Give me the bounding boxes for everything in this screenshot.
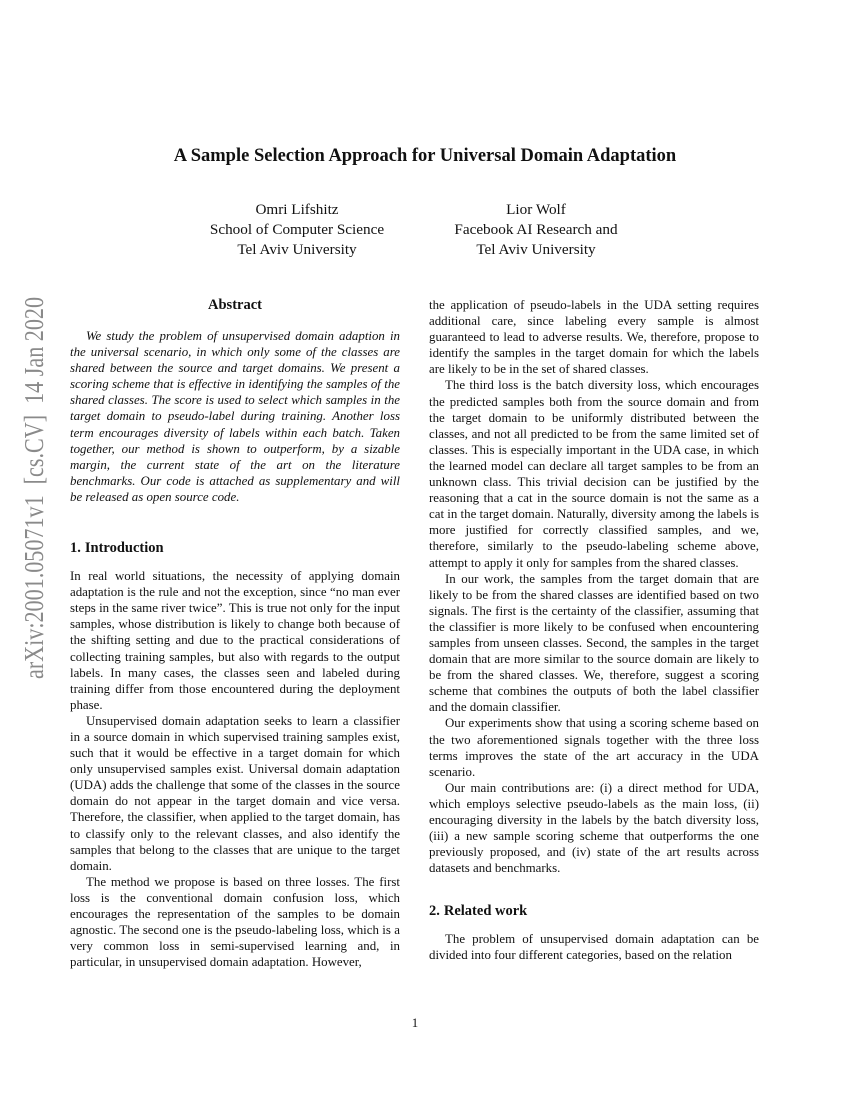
author-block-1: [187, 200, 407, 259]
section-title: Related work: [443, 903, 528, 920]
abstract-text: We study the problem of unsupervised domain adaption in the universal scenario, in which only some of the classes are shared between the source and target domains. We present a scoring scheme that is effective in identifying the samples of the shared classes. The score is used to select which samples in the target domain to pseudo-label during training. Another loss term encourages diversity of labels within each batch. Taken together, our method is shown to outperform, by a sizable margin, the current state of the art on the literature benchmarks. Our code is attached as supplementary and will be released as open source code.: [70, 329, 400, 504]
section-title: Introduction: [84, 540, 164, 557]
section-heading-introduction: [70, 539, 400, 557]
page-number: 1: [411, 1016, 419, 1030]
author-name: Omri Lifshitz: [255, 201, 339, 218]
arxiv-identifier-stamp: [10, 296, 56, 680]
intro-paragraph: Unsupervised domain adaptation seeks to learn a classifier in a source domain in which supervised training samples exist, such that it would be effective in a target domain for which only unsupervised samples exist. Universal domain adaptation (UDA) adds the challenge that some of the classes in the source domain do not appear in the target domain and vice versa. Therefore, the classifier, when applied to the target domain, has to classify only to the relevant classes, and also identify the samples that belong to the classes that are unique to the target domain.: [70, 713, 400, 873]
section-number: 2.: [429, 903, 440, 920]
left-column: [70, 296, 400, 970]
author-affiliation: Tel Aviv University: [237, 240, 357, 258]
body-paragraph: the application of pseudo-labels in the UDA setting requires additional care, since labeling every sample is almost guaranteed to lead to adverse results. We, therefore, propose to identify the samples in the target domain for which the labels are likely to be in the set of shared classes.: [429, 298, 759, 377]
intro-paragraph: The method we propose is based on three losses. The first loss is the conventional domain confusion loss, which encourages the representation of the samples to be domain agnostic. The second one is the pseudo-labeling loss, which is a very common loss in semi-supervised learning and, in particular, in unsupervised domain adaptation. However,: [70, 874, 400, 970]
section-number: 1.: [70, 540, 81, 557]
abstract-heading: Abstract: [208, 297, 262, 313]
section-heading-related-work: [429, 902, 759, 920]
body-paragraph: Our experiments show that using a scoring scheme based on the two aforementioned signals together with the three loss terms improves the state of the art accuracy in the UDA scenario.: [429, 716, 759, 779]
body-paragraph: The third loss is the batch diversity loss, which encourages the predicted samples both from the source domain and from the target domain to be uniformly distributed between the classes, and not all predicted to be from the same limited set of classes. This is especially important in the UDA case, in which the learned model can declare all target samples to be from an unknown class. This trivial decision can be justified by the reasoning that a cat in the source domain is not the same as a cat in the target domain. Naturally, diversity among the labels is more justified for correctly classified samples, and we, therefore, similarly to the pseudo-labeling scheme above, attempt to apply it only for samples from the shared classes.: [429, 378, 759, 570]
intro-paragraph: In real world situations, the necessity of applying domain adaptation is the rule and not the exception, since “no man ever steps in the same river twice”. This is true not only for the input samples, whose distribution is likely to change both because of the shifting setting and due to the practical considerations of collecting training samples, but also with regards to the output labels. In many cases, the classes seen and labeled during training differ from those encountered during the deployment phase.: [70, 569, 400, 712]
author-affiliation: Tel Aviv University: [476, 240, 596, 258]
related-paragraph: The problem of unsupervised domain adaptation can be divided into four different categories, based on the relation: [429, 932, 759, 963]
arxiv-identifier-text: arXiv:2001.05071v1 [cs.CV] 14 Jan 2020: [19, 296, 49, 679]
right-column: [429, 297, 759, 964]
paper-title: A Sample Selection Approach for Universal Domain Adaptation: [173, 146, 677, 166]
author-block-2: [426, 200, 646, 259]
body-paragraph: Our main contributions are: (i) a direct method for UDA, which employs selective pseudo-labels as the main loss, (ii) encouraging diversity in the labels by the batch diversity loss, (iii) a new sample scoring scheme that outperforms the one previously proposed, and (iv) state of the art results across datasets and benchmarks.: [429, 780, 759, 876]
author-affiliation: School of Computer Science: [209, 220, 385, 238]
author-affiliation: Facebook AI Research and: [454, 220, 618, 238]
author-name: Lior Wolf: [506, 201, 566, 218]
body-paragraph: In our work, the samples from the target domain that are likely to be from the shared classes are identified based on two signals. The first is the certainty of the classifier, assuming that the classifier is more likely to be confused when encountering samples from unseen classes. Second, the samples in the target domain that are more similar to the source domain are likely to be from the shared classes. We, therefore, suggest a scoring scheme that combines the outputs of both the label classifier and the domain classifier.: [429, 571, 759, 715]
